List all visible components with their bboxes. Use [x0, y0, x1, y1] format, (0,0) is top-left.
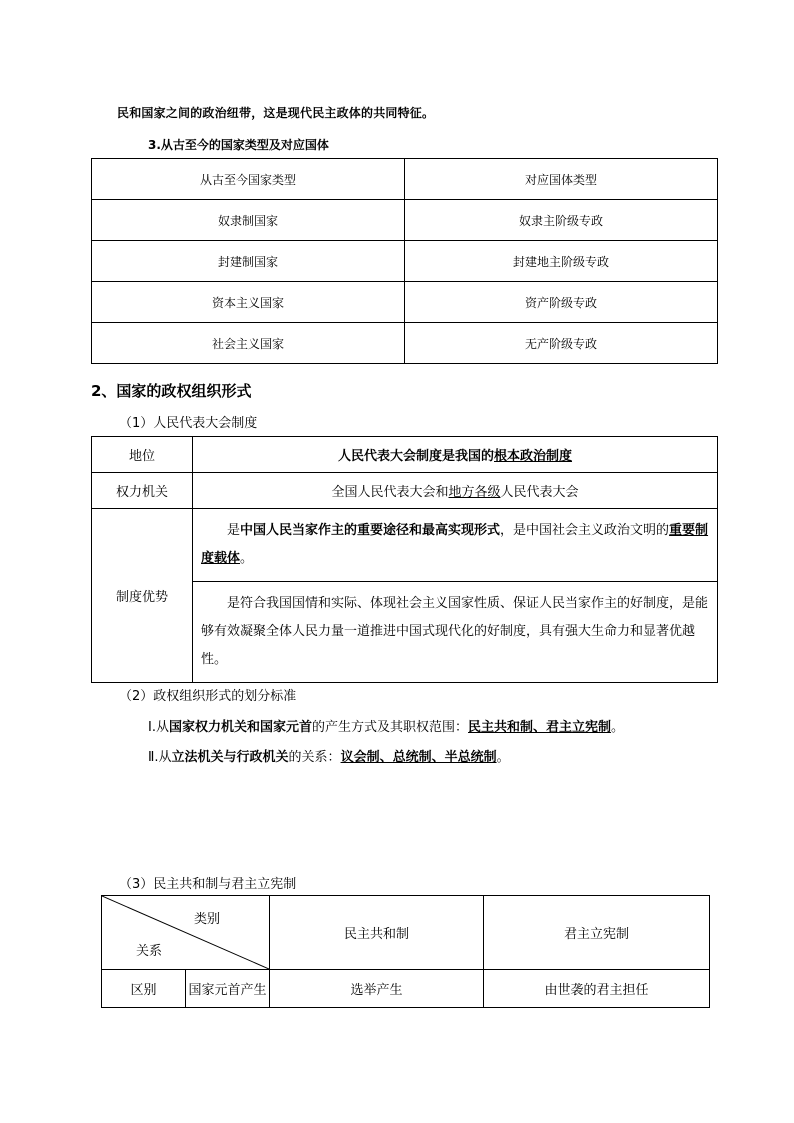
table-row: [92, 282, 718, 323]
state-types-table: [91, 158, 718, 364]
table-cell: 封建制国家: [92, 241, 405, 282]
adv1-lead: 是: [227, 523, 241, 538]
comparison-table: [101, 895, 710, 1008]
subheading-classification: （2）政权组织形式的划分标准: [119, 689, 297, 704]
row-label-advantages: 制度优势: [92, 509, 193, 683]
section-title-state-types: 3.从古至今的国家类型及对应国体: [148, 138, 329, 152]
table-row: [92, 241, 718, 282]
intro-paragraph: 民和国家之间的政治纽带，这是现代民主政体的共同特征。: [117, 106, 435, 120]
table-row: [102, 970, 710, 1008]
table-row: [92, 323, 718, 364]
table-row: [92, 509, 718, 582]
status-keyword: 根本政治制度: [494, 449, 573, 464]
criterion-2-key: 立法机关与行政机关: [171, 750, 289, 765]
row-label-status: 地位: [92, 437, 193, 473]
table-cell: 由世袭的君主担任: [484, 970, 710, 1008]
criterion-1-lead: Ⅰ.从: [148, 720, 169, 735]
table-cell: 社会主义国家: [92, 323, 405, 364]
diag-bottom-label: 关系: [136, 944, 163, 959]
criterion-1-answer: 民主共和制、君主立宪制: [468, 720, 612, 735]
subheading-comparison: （3）民主共和制与君主立宪制: [119, 877, 297, 892]
table-row: [92, 200, 718, 241]
adv1-middle: ，是中国社会主义政治文明的: [500, 523, 670, 538]
status-value: [193, 437, 718, 473]
adv1-end: 。: [240, 551, 254, 566]
criterion-1-mid: 的产生方式及其职权范围：: [311, 720, 468, 735]
column-header-monarchy: 君主立宪制: [484, 896, 710, 970]
table-cell: 选举产生: [270, 970, 484, 1008]
adv1-key-carrier: 重要制度载体: [201, 523, 709, 566]
table-header-cell: 对应国体类型: [405, 159, 718, 200]
advantage-paragraph-2: 是符合我国国情和实际、体现社会主义国家性质、保证人民当家作主的好制度，是能够有效凝聚全体人民力量一道推进中国式现代化的好制度，具有强大生命力和显著优越性。: [193, 582, 718, 683]
criterion-2-lead: Ⅱ.从: [148, 750, 172, 765]
advantage-paragraph-1: [193, 509, 718, 582]
row-label-power-organ: 权力机关: [92, 473, 193, 509]
row-label-head-of-state: 国家元首产生: [186, 970, 270, 1008]
criterion-2-mid: 的关系：: [288, 750, 341, 765]
table-header-row: [102, 896, 710, 970]
criterion-1-end: 。: [611, 720, 625, 735]
criterion-item-2: [148, 746, 510, 765]
power-organ-text: 全国人民代表大会和: [331, 485, 449, 500]
diagonal-line: [102, 896, 269, 969]
row-group-difference: 区别: [102, 970, 186, 1008]
table-cell: 封建地主阶级专政: [405, 241, 718, 282]
diagonal-header-cell: [102, 896, 270, 970]
power-organ-value: [193, 473, 718, 509]
column-header-republic: 民主共和制: [270, 896, 484, 970]
table-cell: 无产阶级专政: [405, 323, 718, 364]
criterion-item-1: [148, 716, 624, 735]
criterion-2-end: 。: [496, 750, 510, 765]
npc-system-table: [91, 436, 718, 683]
section-heading-regime-forms: 2、国家的政权组织形式: [91, 382, 252, 400]
table-header-row: [92, 159, 718, 200]
criterion-2-answer: 议会制、总统制、半总统制: [340, 750, 497, 765]
adv1-key-phrase: 中国人民当家作主的重要途径和最高实现形式: [240, 523, 501, 538]
power-organ-text-end: 人民代表大会: [500, 485, 579, 500]
table-row: [92, 473, 718, 509]
table-header-cell: 从古至今国家类型: [92, 159, 405, 200]
power-organ-keyword: 地方各级: [448, 485, 501, 500]
table-row: [92, 437, 718, 473]
table-cell: 奴隶制国家: [92, 200, 405, 241]
table-cell: 资本主义国家: [92, 282, 405, 323]
diag-top-label: 类别: [194, 912, 221, 927]
criterion-1-key: 国家权力机关和国家元首: [168, 720, 312, 735]
table-cell: 奴隶主阶级专政: [405, 200, 718, 241]
subheading-npc-system: （1）人民代表大会制度: [119, 416, 258, 431]
table-cell: 资产阶级专政: [405, 282, 718, 323]
status-text: 人民代表大会制度是我国的: [337, 449, 494, 464]
